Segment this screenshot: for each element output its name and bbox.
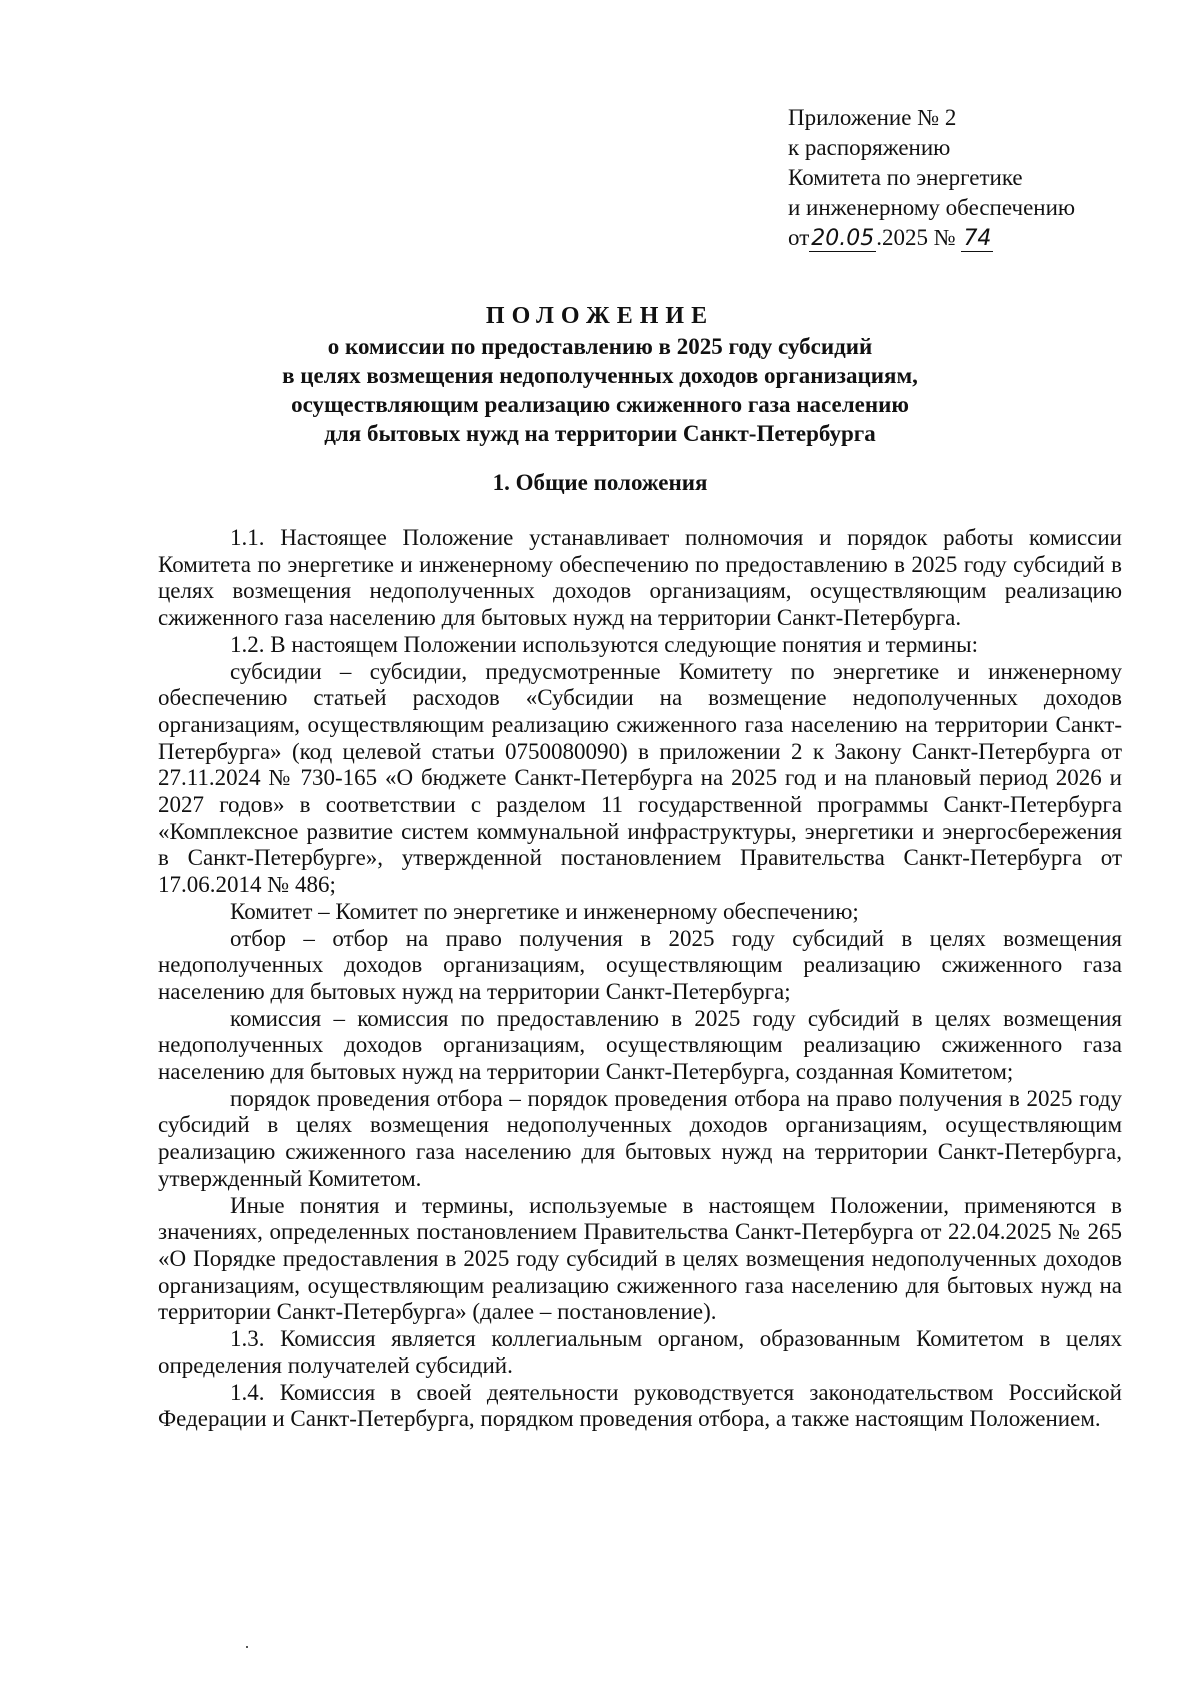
handwritten-date: 20.05: [811, 226, 875, 251]
paragraph: 1.1. Настоящее Положение устанавливает полномочия и порядок работы комиссии Комитета по энергетике и инженерному обеспечению по предоставлению в 2025 году субсидий в целях возмещения недополученных доходов организациям, осуществляющим реализацию сжиженного газа населению для бытовых нужд на территории Санкт-Петербурга.: [158, 525, 1122, 631]
section-body: [158, 525, 1122, 1433]
paragraph: 1.2. В настоящем Положении используются следующие понятия и термины:: [230, 631, 979, 657]
paragraph: 1.4. Комиссия в своей деятельности руководствуется законодательством Российской Федерации и Санкт-Петербурга, порядком проведения отбора, а также настоящим Положением.: [158, 1379, 1122, 1432]
section-heading: 1. Общие положения: [492, 470, 708, 495]
appendix-line: и инженерному обеспечению: [788, 195, 1076, 220]
paragraph: 1.3. Комиссия является коллегиальным органом, образованным Комитетом в целях определения получателей субсидий.: [158, 1326, 1122, 1378]
title-line: для бытовых нужд на территории Санкт-Петербурга: [324, 421, 876, 446]
appendix-line: Приложение № 2: [788, 105, 957, 130]
scan-mark: [246, 1646, 248, 1648]
paragraph: порядок проведения отбора – порядок проведения отбора на право получения в 2025 году субсидий в целях возмещения недополученных доходов организациям, осуществляющим реализацию сжиженного газа населению для бытовых нужд на территории Санкт-Петербурга, утвержденный Комитетом.: [158, 1085, 1122, 1191]
date-prefix: от: [788, 225, 810, 250]
title-line: осуществляющим реализацию сжиженного газа населению: [291, 392, 909, 417]
paragraph: Иные понятия и термины, используемые в настоящем Положении, применяются в значениях, определенных постановлением Правительства Санкт-Петербурга от 22.04.2025 № 265 «О Порядке предоставления в 2025 году субсидий в целях возмещения недополученных доходов организациям, осуществляющим реализацию сжиженного газа населению для бытовых нужд на территории Санкт-Петербурга» (далее – постановление).: [158, 1192, 1122, 1325]
document-title: [150, 302, 1050, 448]
paragraph: Комитет – Комитет по энергетике и инженерному обеспечению;: [230, 898, 859, 924]
date-year: .2025 №: [876, 225, 962, 250]
title-line: в целях возмещения недополученных доходов организациям,: [282, 363, 918, 388]
appendix-line: к распоряжению: [788, 135, 951, 160]
appendix-header: [788, 103, 1075, 254]
title-main: ПОЛОЖЕНИЕ: [485, 303, 715, 329]
handwritten-number: 74: [963, 226, 992, 251]
appendix-line: Комитета по энергетике: [788, 165, 1023, 190]
appendix-date-line: [788, 223, 1075, 254]
paragraph: комиссия – комиссия по предоставлению в 2025 году субсидий в целях возмещения недополученных доходов организациям, осуществляющим реализацию сжиженного газа населению для бытовых нужд на территории Санкт-Петербурга, созданная Комитетом;: [158, 1005, 1122, 1085]
paragraph: отбор – отбор на право получения в 2025 году субсидий в целях возмещения недополученных доходов организациям, осуществляющим реализацию сжиженного газа населению для бытовых нужд на территории Санкт-Петербурга;: [158, 925, 1122, 1004]
title-line: о комиссии по предоставлению в 2025 году субсидий: [327, 334, 873, 359]
paragraph: субсидии – субсидии, предусмотренные Комитету по энергетике и инженерному обеспечению статьей расходов «Субсидии на возмещение недополученных доходов организациям, осуществляющим реализацию сжиженного газа населению на территории Санкт-Петербурга» (код целевой статьи 0750080090) в приложении 2 к Закону Санкт-Петербурга от 27.11.2024 № 730-165 «О бюджете Санкт-Петербурга на 2025 год и на плановый период 2026 и 2027 годов» в соответствии с разделом 11 государственной программы Санкт-Петербурга «Комплексное развитие систем коммунальной инфраструктуры, энергетики и энергосбережения в Санкт-Петербурге», утвержденной постановлением Правительства Санкт-Петербурга от 17.06.2014 № 486;: [158, 658, 1122, 898]
